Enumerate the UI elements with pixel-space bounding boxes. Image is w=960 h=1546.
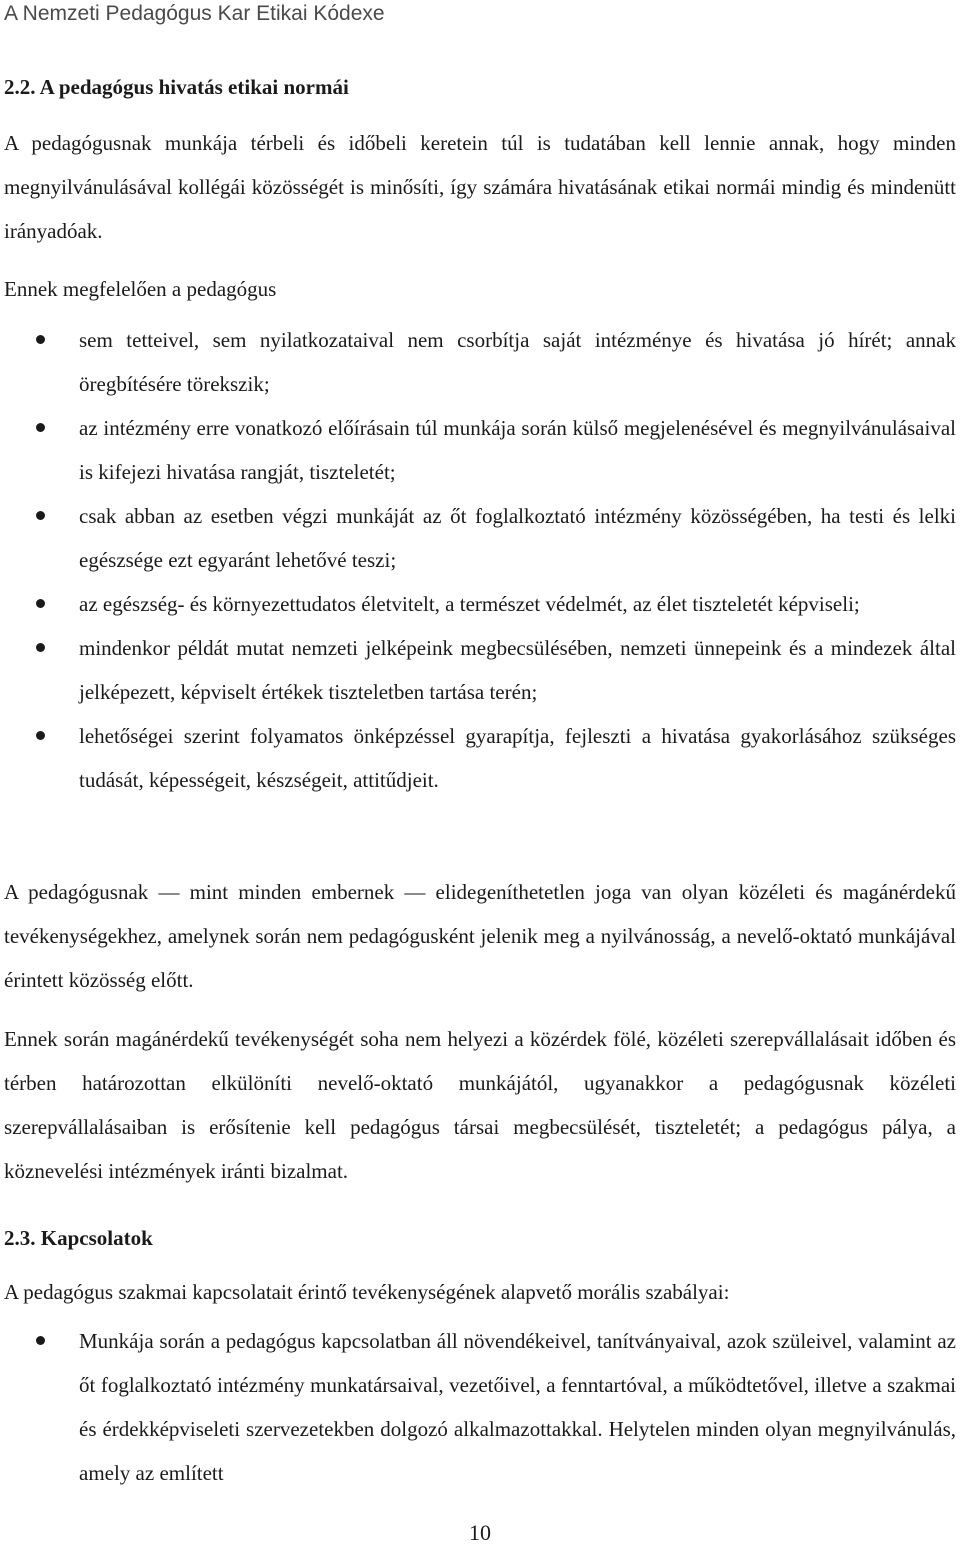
list-item xyxy=(0,1319,960,1495)
bullet-icon xyxy=(36,599,45,608)
list-item-text: az egészség- és környezettudatos életvitelt, a természet védelmét, az élet tiszteletét képviseli; xyxy=(79,592,860,616)
list-item xyxy=(0,318,960,406)
bullet-icon xyxy=(36,643,45,652)
list-item xyxy=(0,714,960,802)
relations-lead-paragraph: A pedagógus szakmai kapcsolatait érintő tevékenységének alapvető morális szabályai: xyxy=(4,1280,730,1304)
list-item-text: csak abban az esetben végzi munkáját az őt foglalkoztató intézmény közösségében, ha testi és lelki egészsége ezt egyaránt lehetővé teszi; xyxy=(79,504,956,572)
bullet-icon xyxy=(36,423,45,432)
relations-bullet-list xyxy=(0,1319,960,1495)
running-header: A Nemzeti Pedagógus Kar Etikai Kódexe xyxy=(4,2,385,25)
section-heading-2-2: 2.2. A pedagógus hivatás etikai normái xyxy=(4,75,349,99)
norms-bullet-list xyxy=(0,318,960,802)
public-roles-paragraph: Ennek során magánérdekű tevékenységét soha nem helyezi a közérdek fölé, közéleti szerepvállalásait időben és térben határozottan elkülöníti nevelő-oktató munkájától, ugyanakkor a pedagógusnak közéleti szerepvállalásaiban is erősítenie kell pedagógus társai megbecsülését, tiszteletét; a pedagógus pálya, a köznevelési intézmények iránti bizalmat. xyxy=(4,1027,956,1183)
norms-lead-paragraph: Ennek megfelelően a pedagógus xyxy=(4,277,277,301)
list-item-text: Munkája során a pedagógus kapcsolatban áll növendékeivel, tanítványaival, azok szüleivel, valamint az őt foglalkoztató intézmény munkatársaival, vezetőivel, a fenntartóval, a működtetővel, illetve a szakmai és érdekképviseleti szervezetekben dolgozó alkalmazottakkal. Helytelen minden olyan megnyilvánulás, amely az említett xyxy=(79,1329,956,1485)
list-item xyxy=(0,582,960,626)
section-heading-2-3 xyxy=(4,1226,153,1251)
bullet-icon xyxy=(36,511,45,520)
list-item-text: lehetőségei szerint folyamatos önképzéssel gyarapítja, fejleszti a hivatása gyakorlásához szükséges tudását, képességeit, készségeit, attitűdjeit. xyxy=(79,724,956,792)
list-item xyxy=(0,494,960,582)
list-item-text: sem tetteivel, sem nyilatkozataival nem csorbítja saját intézménye és hivatása jó hírét; annak öregbítésére törekszik; xyxy=(79,328,956,396)
page-number: 10 xyxy=(469,1520,491,1545)
section-title: Kapcsolatok xyxy=(40,1226,153,1250)
bullet-icon xyxy=(36,335,45,344)
bullet-icon xyxy=(36,1336,45,1345)
list-item xyxy=(0,626,960,714)
list-item-text: mindenkor példát mutat nemzeti jelképeink megbecsülésében, nemzeti ünnepeink és a mindezek által jelképezett, képviselt értékek tiszteletben tartása terén; xyxy=(79,636,956,704)
private-interest-paragraph: A pedagógusnak — mint minden embernek — elidegeníthetetlen joga van olyan közéleti és magánérdekű tevékenységekhez, amelynek során nem pedagógusként jelenik meg a nyilvánosság, a nevelő-oktató munkájával érintett közösség előtt. xyxy=(4,880,956,992)
section-number: 2.3. xyxy=(4,1226,36,1250)
intro-paragraph: A pedagógusnak munkája térbeli és időbeli keretein túl is tudatában kell lennie annak, hogy minden megnyilvánulásával kollégái közösségét is minősíti, így számára hivatásának etikai normái mindig és mindenütt irányadóak. xyxy=(4,131,956,243)
bullet-icon xyxy=(36,731,45,740)
list-item xyxy=(0,406,960,494)
list-item-text: az intézmény erre vonatkozó előírásain túl munkája során külső megjelenésével és megnyilvánulásaival is kifejezi hivatása rangját, tiszteletét; xyxy=(79,416,956,484)
